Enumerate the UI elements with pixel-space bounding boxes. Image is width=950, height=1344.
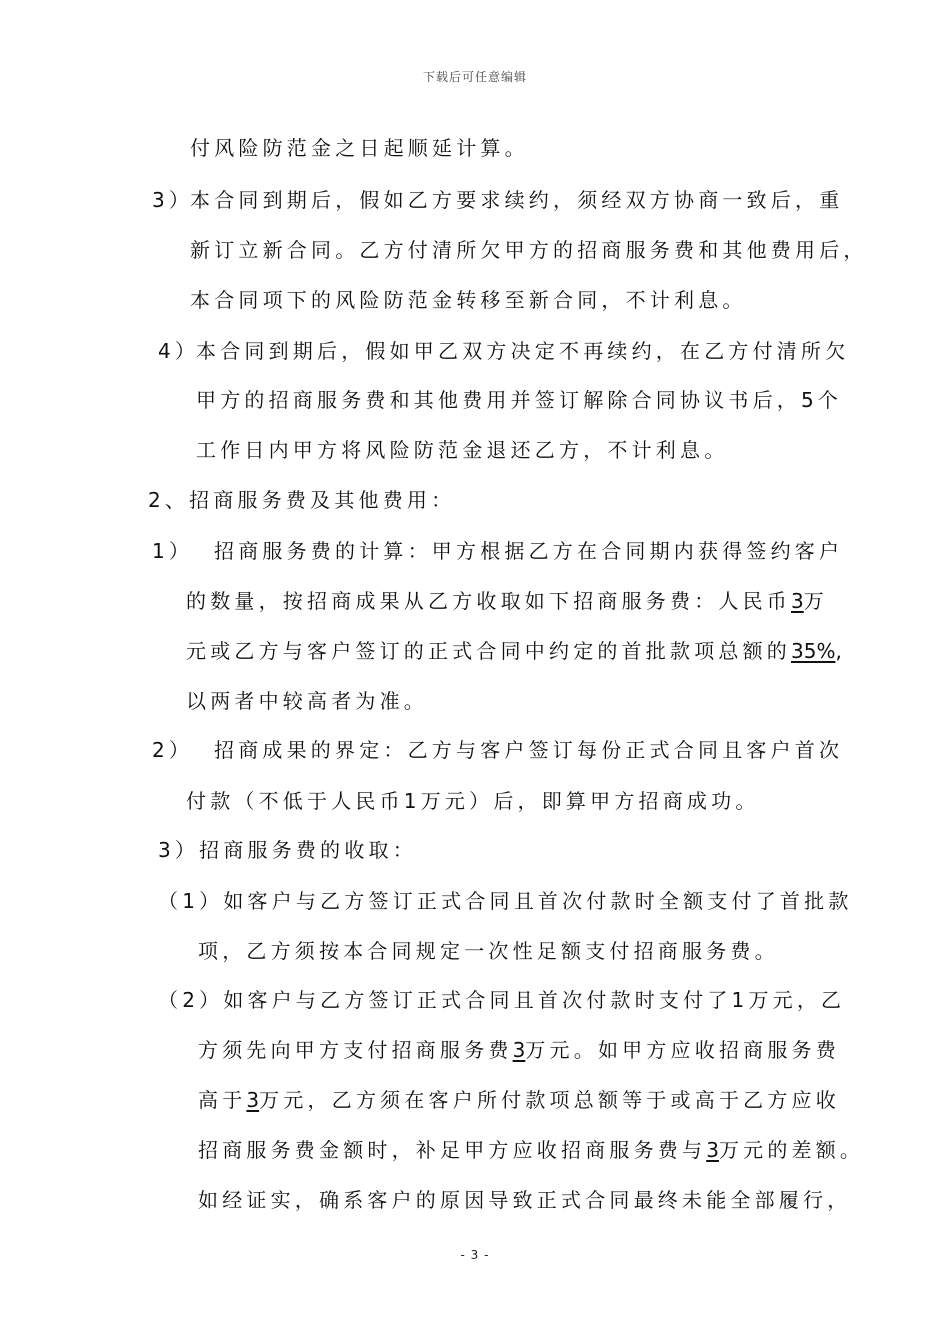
page-header-note: 下载后可任意编辑	[422, 70, 527, 84]
paragraph-line	[198, 1086, 840, 1114]
paragraph-line: （2）如客户与乙方签订正式合同且首次付款时支付了1万元，乙	[158, 988, 846, 1012]
paragraph-line: 项，乙方须按本合同规定一次性足额支付招商服务费。	[198, 939, 779, 963]
paragraph-line: 甲方的招商服务费和其他费用并签订解除合同协议书后，5个	[196, 388, 843, 412]
paragraph-line: 付款（不低于人民币1万元）后，即算甲方招商成功。	[186, 789, 760, 813]
paragraph-line: 本合同到期后，假如甲乙双方决定不再续约，在乙方付清所欠	[196, 339, 850, 363]
underlined-value: 35%	[791, 639, 836, 663]
underlined-value: 3	[706, 1138, 719, 1162]
underlined-value: 3	[791, 589, 804, 613]
text-segment: 万	[803, 589, 828, 613]
paragraph-line	[198, 1036, 840, 1064]
paragraph-line: 招商服务费的计算：甲方根据乙方在合同期内获得签约客户	[214, 539, 844, 563]
text-segment: 方须先向甲方支付招商服务费	[198, 1038, 513, 1062]
paragraph-line: 如经证实，确系客户的原因导致正式合同最终未能全部履行，	[198, 1188, 852, 1212]
text-segment: 招商服务费金额时，补足甲方应收招商服务费与	[198, 1138, 707, 1162]
text-segment: 元或乙方与客户签订的正式合同中约定的首批款项总额的	[186, 639, 791, 663]
subsection-heading: 3）招商服务费的收取：	[158, 838, 417, 862]
page-number: - 3 -	[460, 1248, 490, 1262]
text-segment: 万元的差额。	[718, 1138, 865, 1162]
paragraph-line: 招商成果的界定：乙方与客户签订每份正式合同且客户首次	[214, 738, 844, 762]
paragraph-line	[186, 637, 846, 665]
underlined-value: 3	[512, 1038, 526, 1062]
paragraph-line: 工作日内甲方将风险防范金退还乙方，不计利息。	[196, 438, 729, 462]
paragraph-line: 付风险防范金之日起顺延计算。	[190, 136, 529, 160]
item-number: 1）	[152, 539, 194, 563]
text-segment: 高于	[198, 1088, 247, 1112]
text-segment: 万元。如甲方应收招商服务费	[525, 1038, 840, 1062]
paragraph-line: 本合同项下的风险防范金转移至新合同，不计利息。	[190, 288, 747, 312]
text-segment: 万元，乙方须在客户所付款项总额等于或高于乙方应收	[259, 1088, 840, 1112]
paragraph-line: 新订立新合同。乙方付清所欠甲方的招商服务费和其他费用后，	[190, 238, 868, 262]
section-heading: 2、招商服务费及其他费用：	[148, 488, 456, 512]
item-number: 3）	[152, 188, 194, 212]
paragraph-line	[198, 1136, 864, 1164]
underlined-value: 3	[246, 1088, 260, 1112]
paragraph-line: 本合同到期后，假如乙方要求续约，须经双方协商一致后，重	[190, 188, 844, 212]
text-segment: 的数量，按招商成果从乙方收取如下招商服务费：人民币	[186, 589, 791, 613]
text-segment: ,	[835, 639, 847, 663]
paragraph-line: （1）如客户与乙方签订正式合同且首次付款时全额支付了首批款	[158, 889, 853, 913]
item-number: 2）	[152, 738, 194, 762]
paragraph-line: 以两者中较高者为准。	[186, 689, 428, 713]
paragraph-line	[186, 587, 828, 615]
item-number: 4）	[158, 339, 200, 363]
